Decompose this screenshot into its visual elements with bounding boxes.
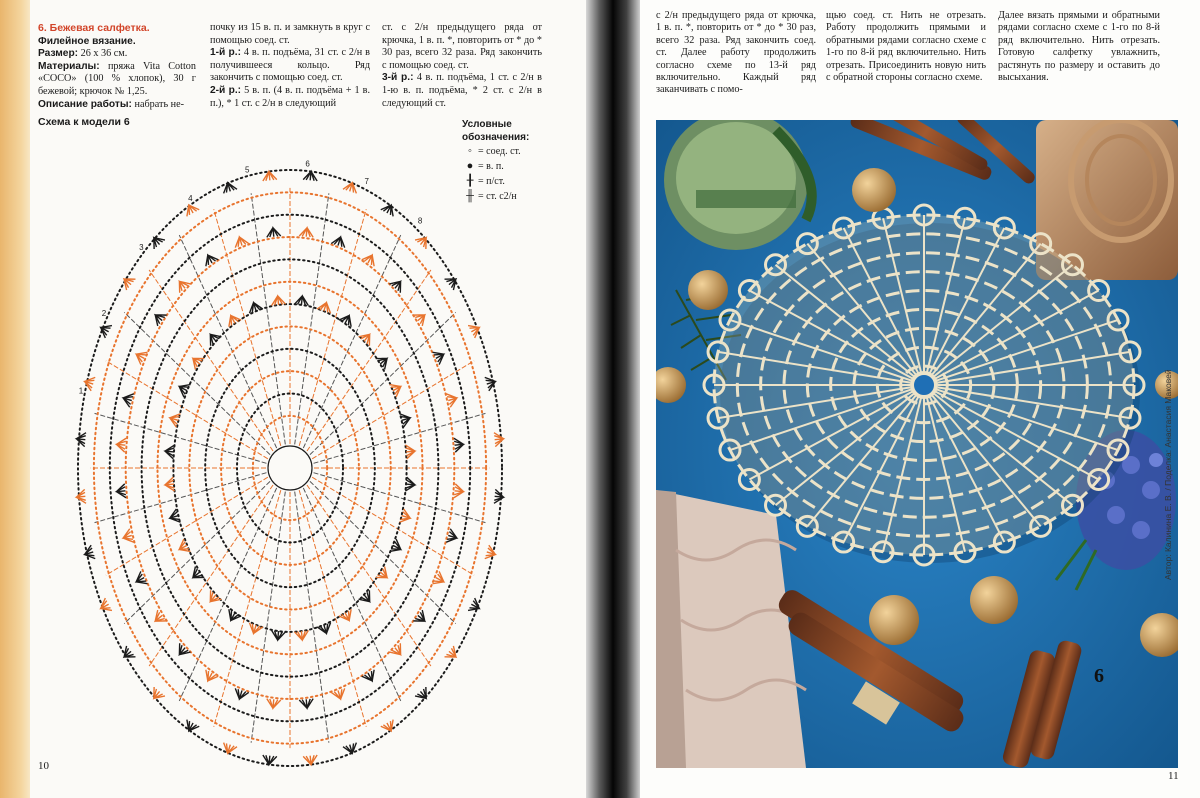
shell-fan xyxy=(413,309,429,326)
instructions-paragraph: почку из 15 в. п. и замкнуть в круг с помощью соед. ст. xyxy=(210,22,370,46)
shell-fan xyxy=(174,277,191,293)
page-number-right: 11 xyxy=(1168,770,1179,782)
stitch-spoke xyxy=(124,481,270,623)
shell-fan xyxy=(376,353,392,370)
crochet-chart-diagram xyxy=(36,138,536,768)
instructions-column-2 xyxy=(210,22,370,110)
shell-fan xyxy=(116,484,126,499)
shell-fan xyxy=(454,484,464,499)
instructions-paragraph: ст. с 2/н предыдущего ряда от крючка, 1 в. п. *, повторить от * до * 30 раз, всего 32 раза. Ряд закончить с помощью соед. ст. xyxy=(382,22,542,71)
shell-fan xyxy=(151,309,167,326)
row-1-label: 1-й р.: xyxy=(210,47,241,59)
left-page xyxy=(0,0,586,798)
description-label: Описание работы: xyxy=(38,98,132,110)
scheme-title: Схема к модели 6 xyxy=(38,116,130,128)
shell-fan xyxy=(433,571,448,588)
shell-fan xyxy=(331,688,347,701)
shell-fan xyxy=(205,590,222,606)
chain-stitch-symbol: ● xyxy=(466,160,474,172)
shell-fan xyxy=(454,437,464,452)
photo-number-label: 6 xyxy=(1094,665,1104,687)
center-ring xyxy=(268,446,312,490)
shell-fan xyxy=(400,411,413,427)
shell-fan xyxy=(188,567,204,584)
row-marker-label: 2 xyxy=(101,308,107,318)
shell-fan xyxy=(202,670,219,685)
shell-fan xyxy=(494,489,504,504)
shell-fan xyxy=(151,610,167,627)
shell-fan xyxy=(174,643,191,659)
shell-fan xyxy=(376,567,392,584)
row-1-text: 4 в. п. подъёма, 31 ст. с 2/н в получившееся кольцо. Ряд закончить с помощью соед. ст. xyxy=(210,47,370,84)
continuation-column-2: щью соед. ст. Нить не отрезать. Работу продолжить прямыми и обратными рядами согласно схеме с 1-го по 8-й ряд включительно. Нить отрезать. Присоединить новую нить с обратной стороны согласно схеме. xyxy=(826,10,986,84)
page-number-left: 10 xyxy=(38,760,49,772)
shell-fan xyxy=(83,375,96,391)
row-marker-label: 8 xyxy=(417,216,423,226)
stitch-spoke xyxy=(314,413,486,463)
shell-fan xyxy=(266,227,281,237)
shell-fan xyxy=(116,437,126,452)
row-2-text: 5 в. п. (4 в. п. подъёма + 1 в. п.), * 1 ст. с 2/н в следующий xyxy=(210,84,370,109)
half-double-crochet-symbol: ╂ xyxy=(466,175,474,187)
materials-value: пряжа Vita Cotton «COCO» (100 % хлопок), 30 г бежевой; крючок № 1,25. xyxy=(38,60,196,97)
row-3-label: 3-й р.: xyxy=(382,72,414,84)
shell-fan xyxy=(494,432,504,447)
stitch-spoke xyxy=(251,492,285,743)
shell-fan xyxy=(188,353,204,370)
shell-fan xyxy=(76,432,86,447)
continuation-column-1: с 2/н предыдущего ряда от крючка, 1 в. п. *, повторить от * до * 30 раз, всего 32 раза. Ряд закончить соед. ст. Далее работу продолжить согласно схеме по 13-й ряд включительно. Каждый ряд заканчивать с помо- xyxy=(656,10,816,96)
stitch-spoke xyxy=(214,209,281,446)
double-treble-symbol: ╫ xyxy=(466,190,474,202)
shell-fan xyxy=(299,699,314,709)
stitch-spoke xyxy=(251,193,285,444)
shell-fan xyxy=(247,623,263,636)
shell-fan xyxy=(133,348,148,365)
shell-fan xyxy=(271,630,286,640)
book-gutter xyxy=(586,0,640,798)
shell-fan xyxy=(299,227,314,237)
row-2-label: 2-й р.: xyxy=(210,84,242,96)
slip-stitch-symbol: ◦ xyxy=(468,145,472,157)
stitch-spoke xyxy=(295,193,329,444)
doily-photo-illustration xyxy=(656,120,1178,768)
shell-fan xyxy=(168,411,181,427)
shell-fan xyxy=(362,252,379,267)
right-page xyxy=(640,0,1200,798)
shell-fan xyxy=(415,233,432,249)
materials-label: Материалы: xyxy=(38,60,100,72)
legend-label: = ст. с2/н xyxy=(478,191,517,202)
stitch-spoke xyxy=(303,235,400,448)
instructions-column-3 xyxy=(382,22,542,110)
shell-fan xyxy=(266,699,281,709)
legend-label: = п/ст. xyxy=(478,176,505,187)
shell-fan xyxy=(233,235,249,248)
shell-fan xyxy=(413,610,429,627)
intro-column xyxy=(38,22,196,111)
description-value: набрать не- xyxy=(134,98,185,110)
stitch-spoke xyxy=(303,488,400,701)
row-marker-label: 6 xyxy=(305,159,310,169)
legend-label: = соед. ст. xyxy=(478,146,521,157)
shell-fan xyxy=(225,312,242,327)
stitch-spoke xyxy=(299,490,366,727)
row-marker-label: 3 xyxy=(139,242,144,252)
doily-photo xyxy=(656,120,1178,768)
continuation-column-3: Далее вязать прямыми и обратными рядами согласно схеме с 1-го по 8-й ряд включительно. Нить отрезать. Готовую салфетку увлажнить, растянуть по размеру и оставить до высыхания. xyxy=(998,10,1160,84)
shell-fan xyxy=(262,171,277,181)
legend-title: Условные обозначения: xyxy=(462,119,530,143)
technique: Филейное вязание. xyxy=(38,35,136,47)
row-marker-label: 4 xyxy=(188,193,193,203)
shell-fan xyxy=(389,277,406,293)
shell-fan xyxy=(76,489,86,504)
shell-fan xyxy=(271,295,286,305)
shell-fan xyxy=(202,252,219,267)
shell-fan xyxy=(362,670,379,685)
row-3-text: 4 в. п. подъёма, 1 ст. с 2/н в 1-ю в. п. подъёма, * 2 ст. с 2/н в следующий ст. xyxy=(382,72,542,109)
stitch-spoke xyxy=(179,235,276,448)
pattern-title: 6. Бежевая салфетка. xyxy=(38,22,150,34)
shell-fan xyxy=(389,643,406,659)
page-edge-decoration xyxy=(0,0,30,798)
size-value: 26 х 36 см. xyxy=(80,48,128,60)
size-label: Размер: xyxy=(38,48,79,60)
shell-fan xyxy=(446,529,459,545)
row-marker-label: 5 xyxy=(245,165,250,175)
shell-fan xyxy=(225,609,242,624)
shell-fan xyxy=(121,391,134,407)
row-marker-label: 7 xyxy=(364,177,369,187)
legend-label: = в. п. xyxy=(478,161,504,172)
stitch-spoke xyxy=(295,492,329,743)
row-marker-label: 1 xyxy=(78,386,84,396)
photo-credit: Автор: Калинина Е. В. / Поделка: Анастасия Маковей xyxy=(1163,369,1173,580)
doily-center-hole xyxy=(912,373,936,397)
